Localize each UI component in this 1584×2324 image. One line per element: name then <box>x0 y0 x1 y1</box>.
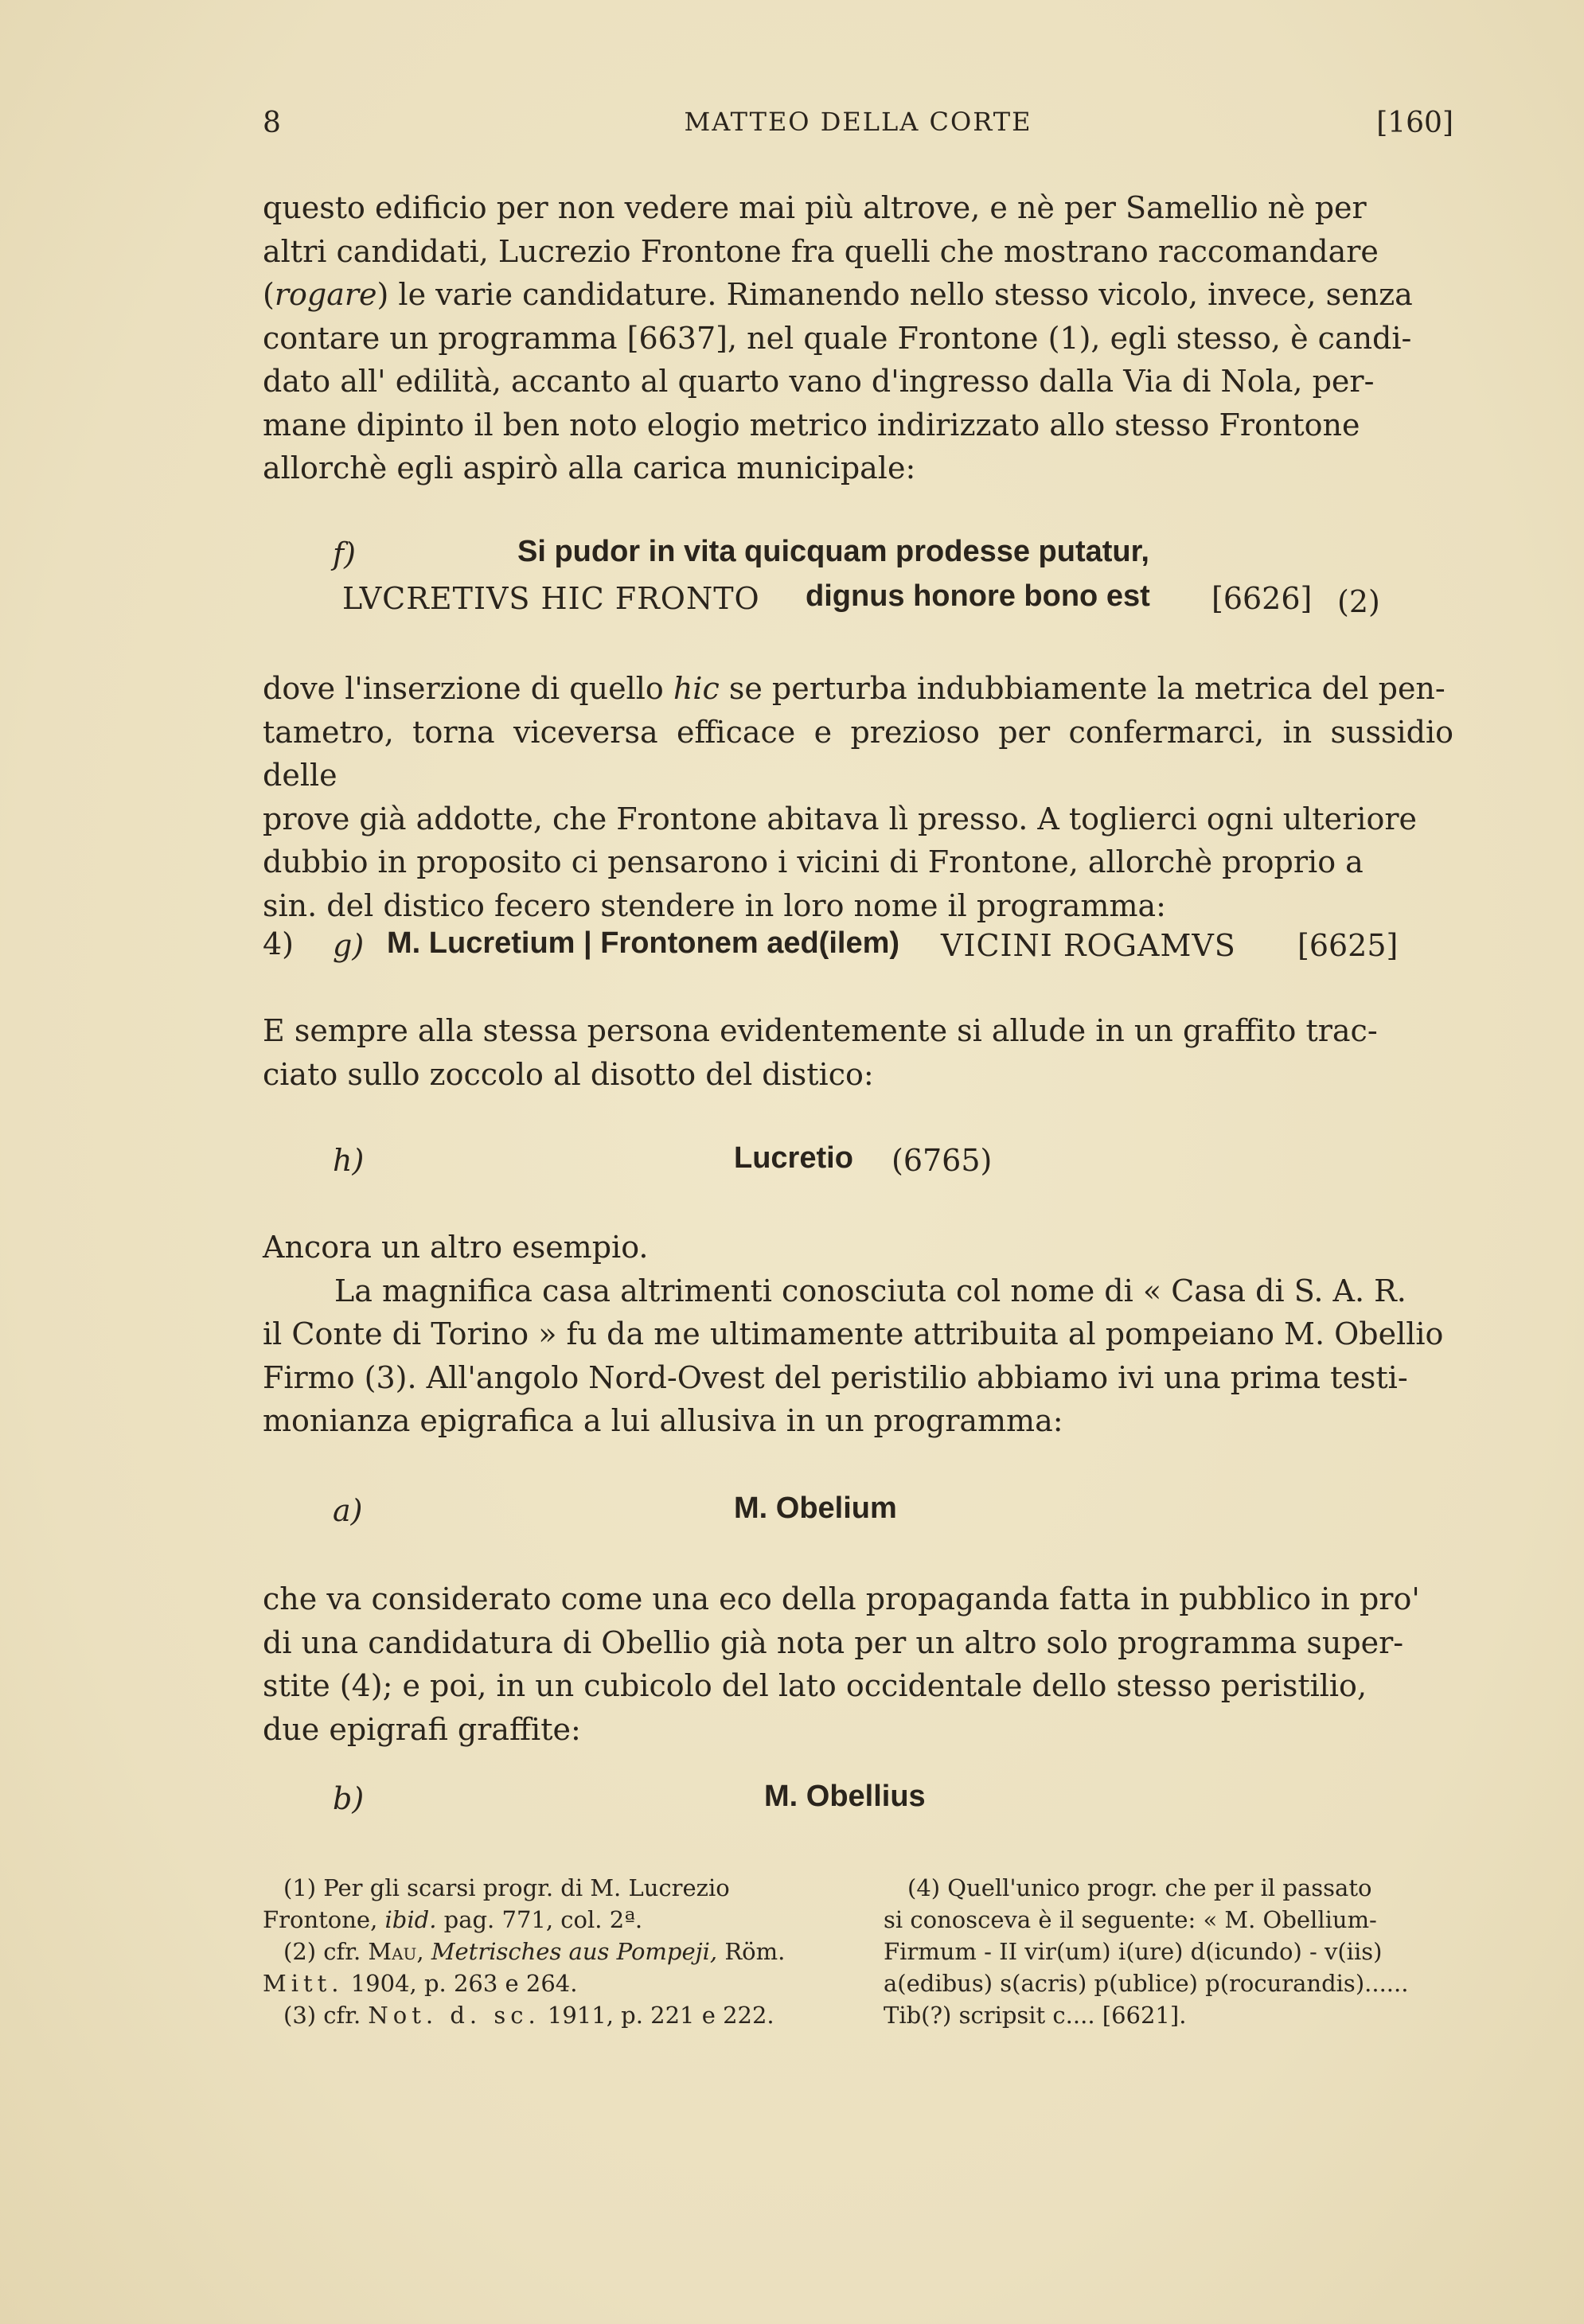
inscription-text: M. Lucretium | Frontonem aed(ilem) <box>387 926 900 960</box>
page-number: 8 <box>263 107 281 139</box>
inscription-ref: [6626] <box>1211 581 1313 616</box>
footnote-4-cont: Tib(?) scripsit c.... [6621]. <box>884 2002 1187 2029</box>
text-span: (3) cfr. <box>283 2002 369 2029</box>
spaced-word: Not. d. sc. <box>368 2002 540 2029</box>
inscription-label: a) <box>333 1493 363 1528</box>
paragraph-2 <box>263 667 1453 927</box>
text-line: stite (4); e poi, in un cubicolo del lato occidentale dello stesso peristilio, <box>263 1668 1367 1703</box>
footnote-marker: (2) <box>1337 584 1380 619</box>
author-name: Mau <box>368 1938 417 1965</box>
text-line <box>263 667 1453 711</box>
inscription-number: 4) <box>263 926 295 961</box>
italic-word: rogare <box>274 277 377 312</box>
text-line: ciato sullo zoccolo al disotto del distico: <box>263 1056 874 1092</box>
paragraph-5 <box>263 1577 1453 1751</box>
inscription-ref: (6765) <box>891 1143 993 1178</box>
footnote-2 <box>263 1936 829 1967</box>
footnotes-left <box>263 1872 829 2031</box>
text-span: Röm. <box>717 1938 786 1965</box>
text-line: dubbio in proposito ci pensarono i vicini di Frontone, allorchè proprio a <box>263 844 1364 879</box>
text-line: tametro, torna viceversa efficace e prezioso per confermarci, in sussidio delle <box>263 714 1453 793</box>
footnote-4-cont: Firmum - II vir(um) i(ure) d(icundo) - v(iis) <box>884 1938 1383 1965</box>
text-line: due epigrafi graffite: <box>263 1711 581 1747</box>
footnote-1-cont <box>263 1904 829 1936</box>
inscription-text: M. Obellius <box>764 1780 926 1813</box>
italic-title: Metrisches aus Pompeji, <box>431 1938 718 1965</box>
text-line: prove già addotte, che Frontone abitava lì presso. A toglierci ogni ulteriore <box>263 801 1417 836</box>
text-line: mane dipinto il ben noto elogio metrico indirizzato allo stesso Frontone <box>263 407 1360 443</box>
text-line: Firmo (3). All'angolo Nord-Ovest del peristilio abbiamo ivi una prima testi- <box>263 1359 1408 1395</box>
footnotes-right <box>884 1872 1453 2031</box>
section-ref: [160] <box>1376 107 1453 139</box>
text-span: pag. 771, col. 2ª. <box>436 1906 643 1933</box>
inscription-label: f) <box>333 536 356 571</box>
text-line: dato all' edilità, accanto al quarto vano d'ingresso dalla Via di Nola, per- <box>263 364 1375 399</box>
text-line: monianza epigrafica a lui allusiva in un programma: <box>263 1403 1063 1438</box>
text-line: allorchè egli aspirò alla carica municipale: <box>263 450 916 485</box>
text-line: il Conte di Torino » fu da me ultimamente attribuita al pompeiano M. Obellio <box>263 1316 1444 1351</box>
inscription-text: Si pudor in vita quicquam prodesse putatur, <box>517 535 1149 568</box>
text-span: 1904, p. 263 e 264. <box>343 1970 578 1997</box>
text-span: dove l'inserzione di quello <box>263 671 673 706</box>
running-title: MATTEO DELLA CORTE <box>684 107 1032 137</box>
text-line: altri candidati, Lucrezio Frontone fra quelli che mostrano raccomandare <box>263 233 1379 269</box>
text-line: questo edificio per non vedere mai più altrove, e nè per Samellio nè per <box>263 190 1367 225</box>
paragraph-3 <box>263 1009 1453 1096</box>
paragraph-1 <box>263 186 1453 490</box>
text-line: che va considerato come una eco della propaganda fatta in pubblico in pro' <box>263 1581 1420 1616</box>
text-span: 1911, p. 221 e 222. <box>540 2002 774 2029</box>
footnote-4: (4) Quell'unico progr. che per il passato <box>907 1874 1372 1901</box>
text-line: La magnifica casa altrimenti conosciuta col nome di « Casa di S. A. R. <box>334 1273 1406 1308</box>
text-span: (2) cfr. <box>283 1938 369 1965</box>
footnote-4-cont: a(edibus) s(acris) p(ublice) p(rocurandis)...... <box>884 1970 1409 1997</box>
text-line: di una candidatura di Obellio già nota per un altro solo programma super- <box>263 1624 1404 1660</box>
inscription-text: Lucretio <box>734 1141 853 1175</box>
inscription-label: b) <box>333 1781 365 1816</box>
text-line: E sempre alla stessa persona evidentemente si allude in un graffito trac- <box>263 1013 1378 1048</box>
running-header <box>263 107 1453 154</box>
spaced-word: Mitt. <box>263 1970 344 1997</box>
inscription-caps: VICINI ROGAMVS <box>941 928 1236 963</box>
footnote-3 <box>263 1999 829 2031</box>
text-span: ) le varie candidature. Rimanendo nello stesso vicolo, invece, senza <box>376 277 1413 312</box>
italic-word: hic <box>673 671 720 706</box>
inscription-text: M. Obelium <box>734 1491 897 1525</box>
inscription-ref: [6625] <box>1297 928 1399 963</box>
inscription-text: dignus honore bono est <box>806 579 1150 613</box>
footnote-2-cont <box>263 1967 829 1999</box>
inscription-label: g) <box>333 928 365 963</box>
text-line: sin. del distico fecero stendere in loro nome il programma: <box>263 887 1166 923</box>
text-line: Ancora un altro esempio. <box>263 1230 649 1265</box>
footnote-4-cont: si conosceva è il seguente: « M. Obellium- <box>884 1906 1377 1933</box>
inscription-label: h) <box>333 1143 365 1178</box>
text-line: contare un programma [6637], nel quale Frontone (1), egli stesso, è candi- <box>263 320 1412 356</box>
paragraph-4 <box>263 1226 1453 1443</box>
text-span: , <box>416 1938 431 1965</box>
text-span: Frontone, <box>263 1906 385 1933</box>
text-span: se perturba indubbiamente la metrica del pen- <box>719 671 1445 706</box>
text-line <box>263 273 1453 317</box>
footnote-1: (1) Per gli scarsi progr. di M. Lucrezio <box>283 1874 730 1901</box>
italic-word: ibid. <box>384 1906 437 1933</box>
text-span: ( <box>263 277 275 312</box>
inscription-caps: LVCRETIVS HIC FRONTO <box>342 581 760 616</box>
